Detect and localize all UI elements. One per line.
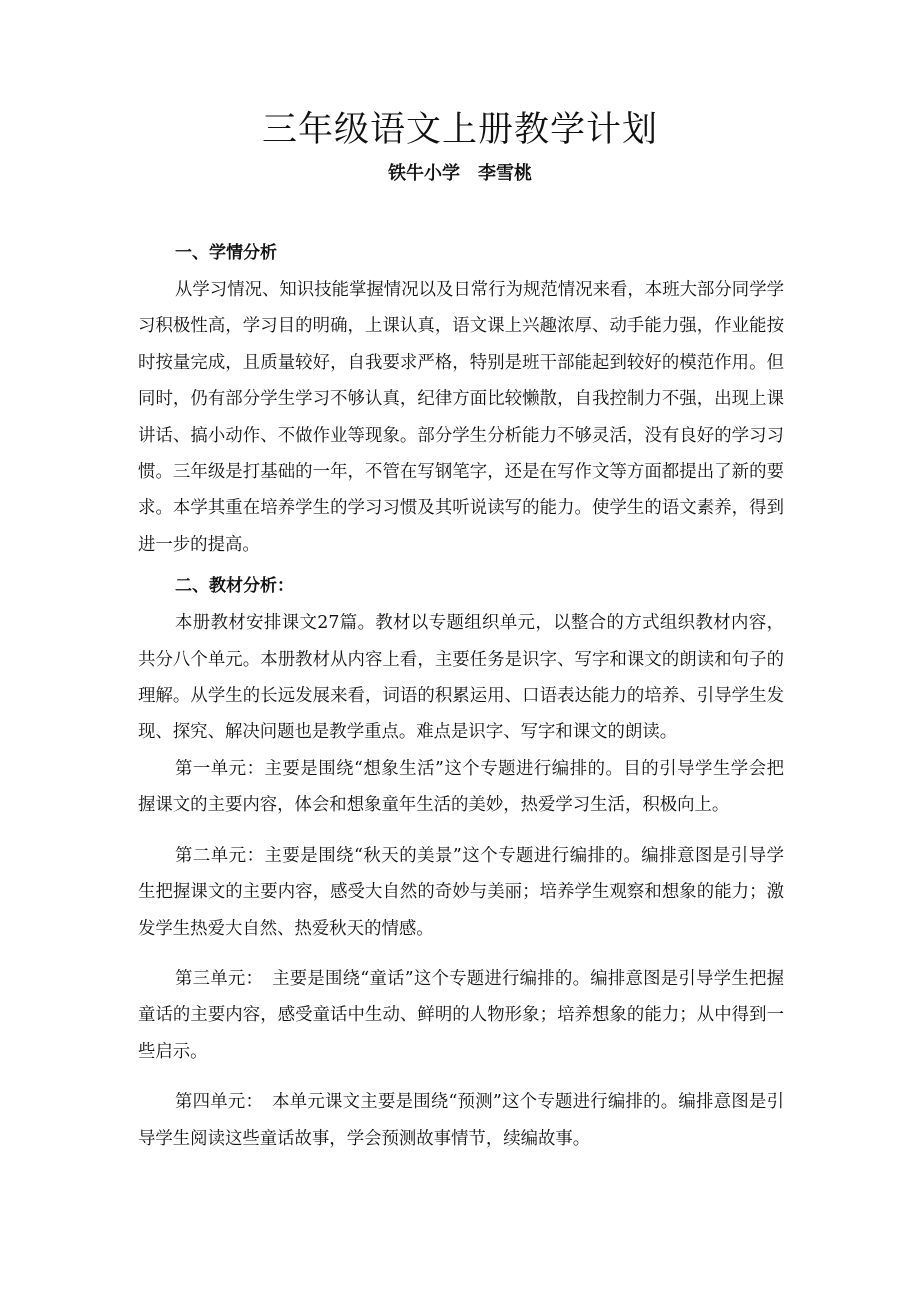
paragraph-unit-2: 第二单元：主要是围绕“秋天的美景”这个专题进行编排的。编排意图是引导学生把握课文的主要内容，感受大自然的奇妙与美丽；培养学生观察和想象的能力；激发学生热爱大自然、热爱秋天的情感。 (138, 845, 784, 939)
author-line (0, 160, 920, 188)
paragraph-unit-3: 第三单元： 主要是围绕“童话”这个专题进行编排的。编排意图是引导学生把握童话的主要内容，感受童话中生动、鲜明的人物形象；培养想象的能力；从中得到一些启示。 (138, 968, 784, 1062)
school-name: 铁牛小学 (388, 163, 460, 184)
paragraph-unit-4: 第四单元： 本单元课文主要是围绕“预测”这个专题进行编排的。编排意图是引导学生阅读这些童话故事，学会预测故事情节，续编故事。 (138, 1092, 784, 1149)
section-heading-textbook-analysis: 二、教材分析： (175, 576, 294, 597)
document-body (138, 236, 784, 1157)
paragraph-unit-1: 第一单元：主要是围绕“想象生活”这个专题进行编排的。目的引导学生学会把握课文的主要内容，体会和想象童年生活的美妙，热爱学习生活，积极向上。 (138, 758, 784, 816)
document-title: 三年级语文上册教学计划 (261, 110, 658, 150)
section-heading-learning-analysis: 一、学情分析 (175, 243, 277, 263)
teacher-name: 李雪桃 (478, 163, 532, 184)
paragraph-textbook-overview: 本册教材安排课文27篇。教材以专题组织单元，以整合的方式组织教材内容，共分八个单元。本册教材从内容上看，主要任务是识字、写字和课文的朗读和句子的理解。从学生的长远发展来看，词语的积累运用、口语表达能力的培养、引导学生发现、探究、解决问题也是教学重点。难点是识字、写字和课文的朗读。 (138, 613, 784, 743)
paragraph-learning-analysis: 从学习情况、知识技能掌握情况以及日常行为规范情况来看，本班大部分同学学习积极性高，学习目的明确，上课认真，语文课上兴趣浓厚、动手能力强，作业能按时按量完成，且质量较好，自我要求严格，特别是班干部能起到较好的模范作用。但同时，仍有部分学生学习不够认真，纪律方面比较懒散，自我控制力不强，出现上课讲话、搞小动作、不做作业等现象。部分学生分析能力不够灵活，没有良好的学习习惯。三年级是打基础的一年，不管在写钢笔字，还是在写作文等方面都提出了新的要求。本学其重在培养学生的学习习惯及其听说读写的能力。使学生的语文素养，得到进一步的提高。 (138, 280, 784, 555)
